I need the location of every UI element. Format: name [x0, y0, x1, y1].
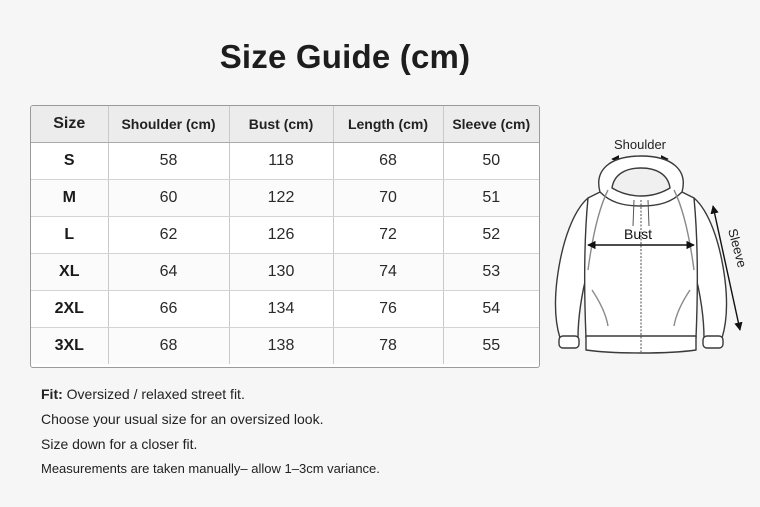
- size-cell: L: [31, 216, 108, 253]
- size-cell: 2XL: [31, 290, 108, 327]
- bust-cell: 122: [229, 179, 333, 216]
- table-row: [31, 216, 539, 253]
- header-sleeve: Sleeve (cm): [443, 106, 539, 142]
- shoulder-cell: 66: [108, 290, 229, 327]
- page-title: Size Guide (cm): [219, 38, 471, 75]
- length-cell: 78: [333, 327, 443, 364]
- header-length: Length (cm): [333, 106, 443, 142]
- size-down-note: Size down for a closer fit.: [41, 436, 198, 452]
- fit-notes: [41, 386, 380, 486]
- measurement-diagram: [548, 130, 748, 360]
- table-row: [31, 327, 539, 364]
- bust-cell: 130: [229, 253, 333, 290]
- sleeve-cell: 50: [443, 142, 539, 179]
- sleeve-cell: 51: [443, 179, 539, 216]
- length-cell: 72: [333, 216, 443, 253]
- sleeve-cell: 55: [482, 336, 501, 354]
- length-cell: 70: [333, 179, 443, 216]
- sleeve-cell: 54: [443, 290, 539, 327]
- sleeve-label: Sleeve: [725, 226, 750, 270]
- bust-cell: 118: [229, 142, 333, 179]
- table-row: [31, 142, 539, 179]
- fit-note: [41, 386, 380, 402]
- length-cell: 74: [333, 253, 443, 290]
- table-row: [31, 179, 539, 216]
- size-cell: 3XL: [31, 327, 108, 364]
- shoulder-cell: 60: [108, 179, 229, 216]
- shoulder-cell: 68: [108, 327, 229, 364]
- size-table: [30, 105, 540, 368]
- variance-note: Measurements are taken manually– allow 1–3cm variance.: [41, 461, 380, 476]
- sleeve-cell: 53: [443, 253, 539, 290]
- header-size: Size: [31, 106, 108, 142]
- fit-text: Oversized / relaxed street fit.: [62, 386, 245, 402]
- shoulder-cell: 62: [108, 216, 229, 253]
- table-row: [31, 290, 539, 327]
- bust-cell: 134: [229, 290, 333, 327]
- length-cell: 76: [333, 290, 443, 327]
- table-row: [31, 253, 539, 290]
- size-advice-note: Choose your usual size for an oversized look.: [41, 411, 324, 427]
- size-cell: S: [31, 142, 108, 179]
- shoulder-label: Shoulder: [613, 137, 667, 152]
- bust-label: Bust: [623, 226, 653, 242]
- bust-cell: 126: [229, 216, 333, 253]
- size-cell: M: [31, 179, 108, 216]
- header-bust: Bust (cm): [229, 106, 333, 142]
- sleeve-cell: 52: [443, 216, 539, 253]
- fit-label: Fit:: [41, 386, 63, 402]
- shoulder-cell: 64: [108, 253, 229, 290]
- shoulder-cell: 58: [108, 142, 229, 179]
- table-header-row: [31, 106, 539, 142]
- size-cell: XL: [31, 253, 108, 290]
- length-cell: 68: [333, 142, 443, 179]
- header-shoulder: Shoulder (cm): [108, 106, 229, 142]
- bust-cell: 138: [229, 327, 333, 364]
